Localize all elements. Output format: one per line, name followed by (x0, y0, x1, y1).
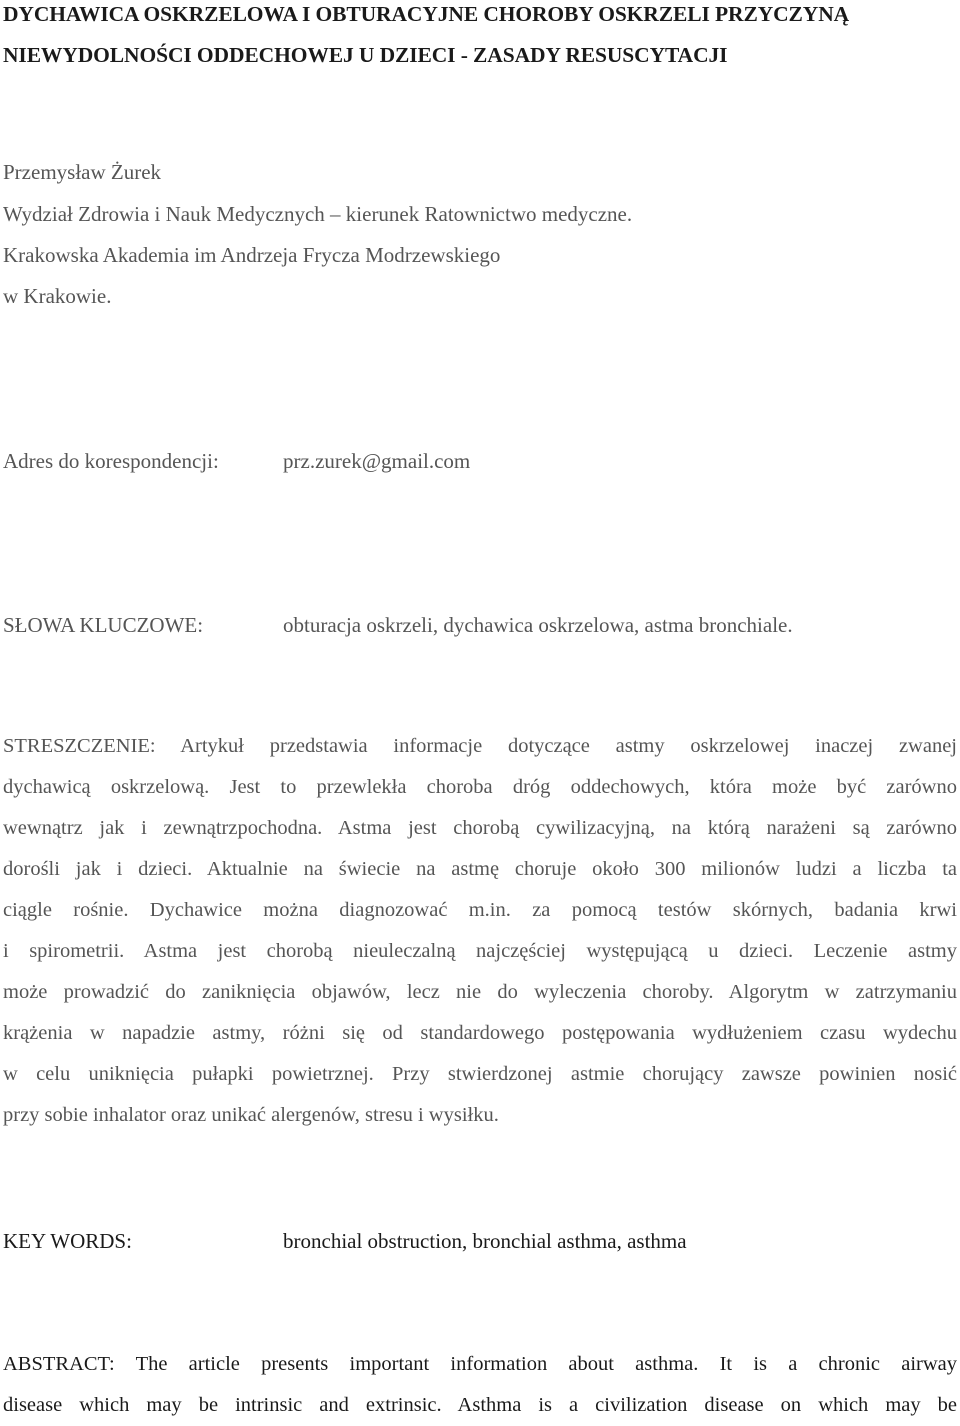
abstract-pl-line: dorośli jak i dzieci. Aktualnie na świecie na astmę choruje około 300 milionów ludzi a liczba ta (3, 858, 957, 880)
affiliation-line-3: w Krakowie. (3, 284, 112, 308)
correspondence-label: Adres do korespondencji: (3, 449, 219, 473)
abstract-pl-line: wewnątrz jak i zewnątrzpochodna. Astma jest chorobą cywilizacyjną, na którą narażeni są zarówno (3, 817, 957, 839)
keywords-pl-label: SŁOWA KLUCZOWE: (3, 613, 204, 637)
abstract-pl (3, 726, 957, 1136)
keywords-en-label: KEY WORDS: (3, 1229, 132, 1253)
abstract-en-line: ABSTRACT: The article presents important information about asthma. It is a chronic airway (3, 1353, 957, 1375)
abstract-pl-line: w celu uniknięcia pułapki powietrznej. Przy stwierdzonej astmie chorujący zawsze powinien nosić (3, 1063, 957, 1085)
paper-title (3, 0, 957, 76)
abstract-pl-line: może prowadzić do zaniknięcia objawów, lecz nie do wyleczenia choroby. Algorytm w zatrzymaniu (3, 981, 957, 1003)
affiliation-line-2: Krakowska Akademia im Andrzeja Frycza Modrzewskiego (3, 243, 501, 267)
abstract-pl-line: krążenia w napadzie astmy, różni się od standardowego postępowania wydłużeniem czasu wydechu (3, 1022, 957, 1044)
author-name: Przemysław Żurek (3, 160, 162, 184)
affiliation-line-1: Wydział Zdrowia i Nauk Medycznych – kierunek Ratownictwo medyczne. (3, 202, 633, 226)
abstract-pl-line: STRESZCZENIE: Artykuł przedstawia informacje dotyczące astmy oskrzelowej inaczej zwanej (3, 735, 957, 757)
correspondence-email: prz.zurek@gmail.com (283, 449, 471, 473)
abstract-pl-line: i spirometrii. Astma jest chorobą nieuleczalną najczęściej występującą u dzieci. Leczenie astmy (3, 940, 957, 962)
abstract-pl-line: przy sobie inhalator oraz unikać alergenów, stresu i wysiłku. (3, 1104, 499, 1126)
keywords-pl-value: obturacja oskrzeli, dychawica oskrzelowa, astma bronchiale. (283, 613, 793, 637)
title-line-1: DYCHAWICA OSKRZELOWA I OBTURACYJNE CHOROBY OSKRZELI PRZYCZYNĄ (3, 2, 850, 26)
abstract-pl-line: dychawicą oskrzelową. Jest to przewlekła choroba dróg oddechowych, która może być zarówno (3, 776, 957, 798)
title-line-2: NIEWYDOLNOŚCI ODDECHOWEJ U DZIECI - ZASADY RESUSCYTACJI (3, 43, 728, 67)
keywords-en-value: bronchial obstruction, bronchial asthma, asthma (283, 1229, 687, 1253)
abstract-en (3, 1344, 957, 1426)
abstract-pl-line: ciągle rośnie. Dychawice można diagnozować m.in. za pomocą testów skórnych, badania krwi (3, 899, 957, 921)
abstract-en-line: disease which may be intrinsic and extrinsic. Asthma is a civilization disease on which may be (3, 1394, 957, 1416)
